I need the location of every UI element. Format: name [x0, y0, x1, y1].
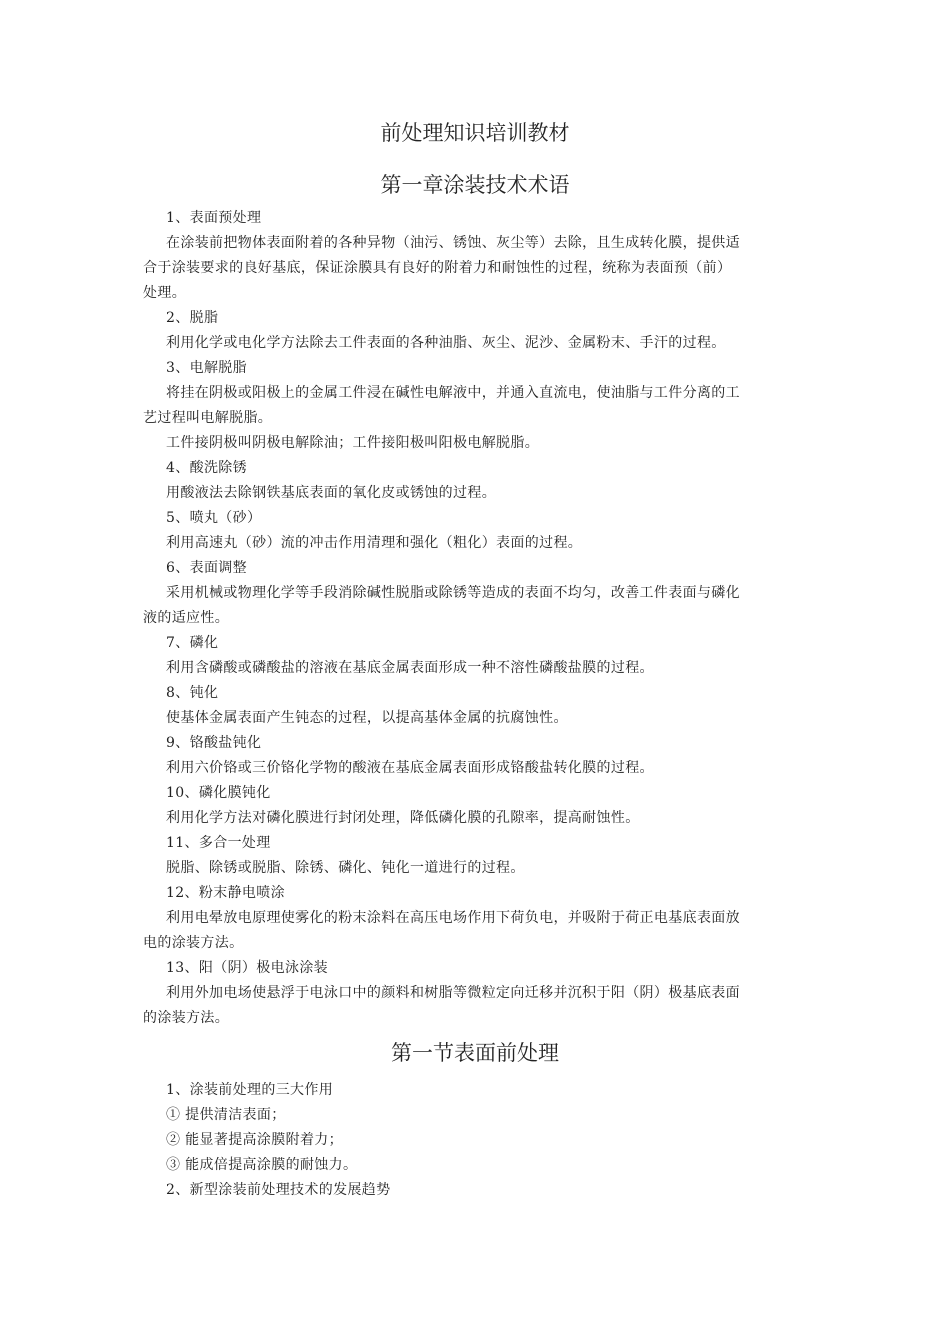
chapter-title: 第一章涂装技术术语 — [380, 173, 570, 197]
term-body-line: 用酸液法去除钢铁基底表面的氧化皮或锈蚀的过程。 — [166, 485, 497, 501]
term-heading: 11、多合一处理 — [166, 835, 271, 851]
term-heading: 2、脱脂 — [166, 310, 219, 326]
section-item: 1、涂装前处理的三大作用 — [166, 1082, 334, 1098]
term-heading: 12、粉末静电喷涂 — [166, 885, 285, 901]
term-heading: 10、磷化膜钝化 — [166, 785, 271, 801]
term-body-line: 艺过程叫电解脱脂。 — [143, 410, 273, 426]
section-title: 第一节表面前处理 — [391, 1041, 559, 1065]
term-body-line: 利用电晕放电原理使雾化的粉末涂料在高压电场作用下荷负电，并吸附于荷正电基底表面放 — [166, 910, 740, 926]
term-body-line: 电的涂装方法。 — [143, 935, 244, 951]
term-heading: 3、电解脱脂 — [166, 360, 248, 376]
term-body-line: 脱脂、除锈或脱脂、除锈、磷化、钝化一道进行的过程。 — [166, 860, 525, 876]
section-item: ③ 能成倍提高涂膜的耐蚀力。 — [166, 1157, 358, 1173]
term-heading: 6、表面调整 — [166, 560, 248, 576]
term-body-line: 工件接阴极叫阴极电解除油；工件接阳极叫阳极电解脱脂。 — [166, 435, 540, 451]
term-body-line: 利用高速丸（砂）流的冲击作用清理和强化（粗化）表面的过程。 — [166, 535, 583, 551]
term-heading: 8、钝化 — [166, 685, 219, 701]
term-body-line: 采用机械或物理化学等手段消除碱性脱脂或除锈等造成的表面不均匀，改善工件表面与磷化 — [166, 585, 740, 601]
term-heading: 7、磷化 — [166, 635, 219, 651]
term-body-line: 液的适应性。 — [143, 610, 230, 626]
term-heading: 13、阳（阴）极电泳涂装 — [166, 960, 329, 976]
section-item: ② 能显著提高涂膜附着力； — [166, 1132, 343, 1148]
term-body-line: 利用含磷酸或磷酸盐的溶液在基底金属表面形成一种不溶性磷酸盐膜的过程。 — [166, 660, 654, 676]
term-heading: 1、表面预处理 — [166, 210, 262, 226]
term-heading: 9、铬酸盐钝化 — [166, 735, 262, 751]
term-body-line: 处理。 — [143, 285, 187, 301]
term-body-line: 的涂装方法。 — [143, 1010, 230, 1026]
term-heading: 4、酸洗除锈 — [166, 460, 248, 476]
term-body-line: 利用化学或电化学方法除去工件表面的各种油脂、灰尘、泥沙、金属粉末、手汗的过程。 — [166, 335, 726, 351]
section-item: 2、新型涂装前处理技术的发展趋势 — [166, 1182, 391, 1198]
section-item: ① 提供清洁表面； — [166, 1107, 286, 1123]
term-body-line: 利用化学方法对磷化膜进行封闭处理，降低磷化膜的孔隙率，提高耐蚀性。 — [166, 810, 640, 826]
term-body-line: 利用六价铬或三价铬化学物的酸液在基底金属表面形成铬酸盐转化膜的过程。 — [166, 760, 654, 776]
term-body-line: 将挂在阴极或阳极上的金属工件浸在碱性电解液中，并通入直流电，使油脂与工件分离的工 — [166, 385, 740, 401]
document-title: 前处理知识培训教材 — [380, 121, 570, 145]
term-body-line: 利用外加电场使悬浮于电泳口中的颜料和树脂等微粒定向迁移并沉积于阳（阴）极基底表面 — [166, 985, 740, 1001]
term-body-line: 合于涂装要求的良好基底，保证涂膜具有良好的附着力和耐蚀性的过程，统称为表面预（前） — [143, 260, 732, 276]
term-body-line: 在涂装前把物体表面附着的各种异物（油污、锈蚀、灰尘等）去除，且生成转化膜，提供适 — [166, 235, 740, 251]
term-body-line: 使基体金属表面产生钝态的过程，以提高基体金属的抗腐蚀性。 — [166, 710, 568, 726]
term-heading: 5、喷丸（砂） — [166, 510, 262, 526]
